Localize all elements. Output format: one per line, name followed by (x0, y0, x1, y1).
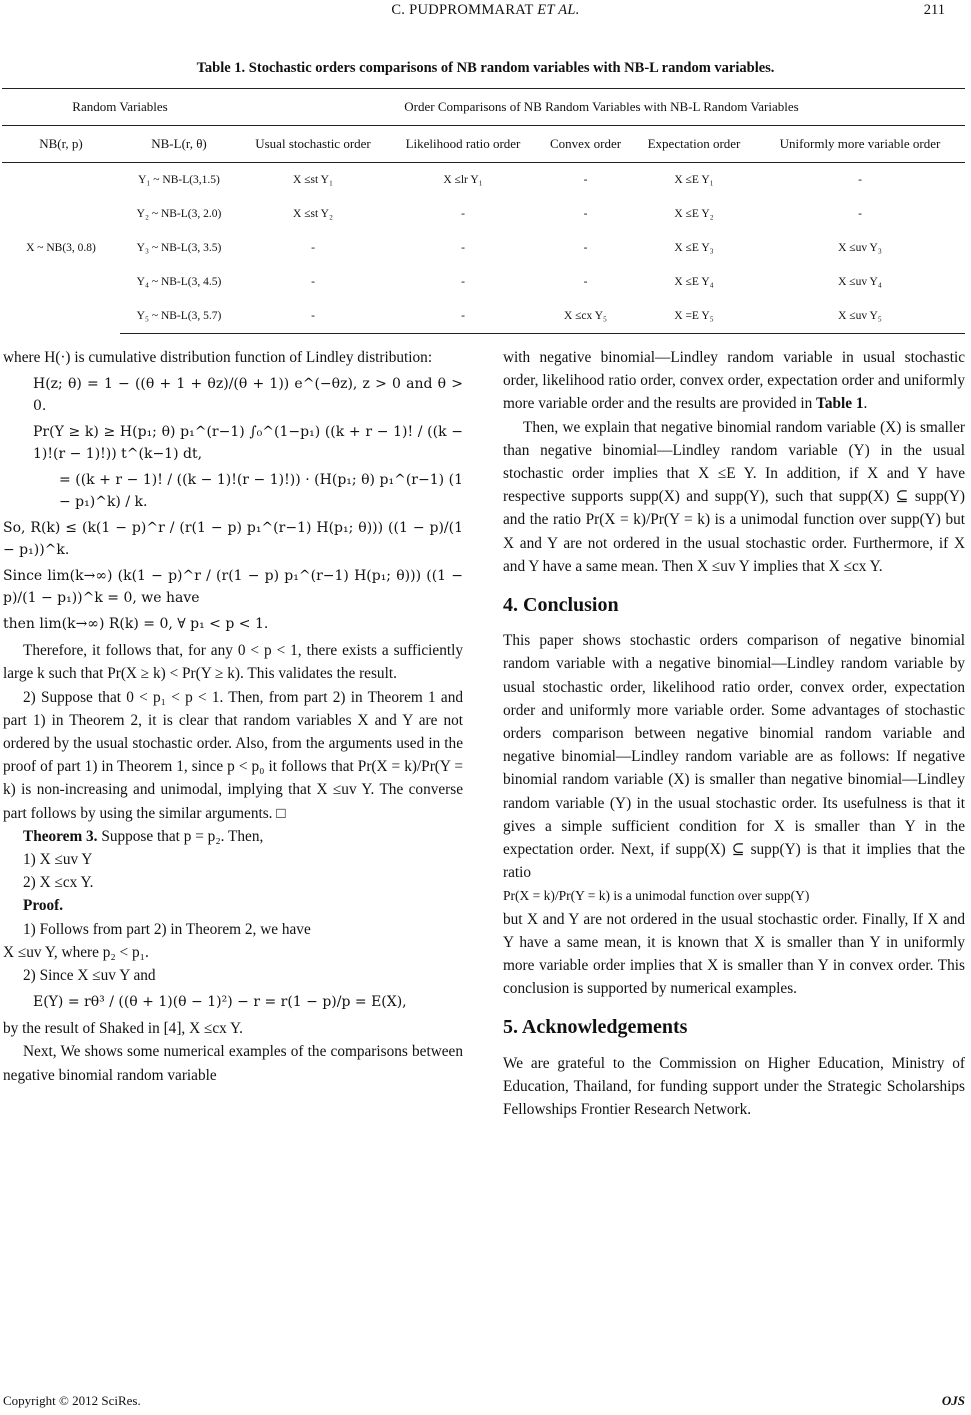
table-cell: Y₃ ~ NB-L(3, 3.5) (136, 242, 222, 254)
table-row (2, 163, 965, 198)
paragraph: but X and Y are not ordered in the usual stochastic order. Finally, If X and Y have a same mean, it is known that X is smaller than Y in uniformly more variable order implies that X is smaller than Y in convex order. This conclusion is supported by numerical examples. (503, 910, 965, 998)
table-cell: X ≤E Y₁ (674, 174, 714, 186)
theorem-3 (3, 825, 463, 848)
header-random-variables: Random Variables (2, 89, 238, 126)
paragraph-ratio: Pr(X = k)/Pr(Y = k) is a unimodal function over supp(Y) (503, 888, 810, 904)
equation-pr-bound-cont: = ((k + r − 1)! / ((k − 1)!(r − 1)!)) · (H(p₁; θ) p₁^(r−1) (1 − p₁)^k) / k. (59, 472, 463, 511)
table-header-row (2, 89, 965, 126)
equation-expectation: E(Y) = rθ³ / ((θ + 1)(θ − 1)²) − r = r(1 − p)/p = E(X), (33, 994, 407, 1011)
header-order-comparisons: Order Comparisons of NB Random Variables with NB-L Random Variables (238, 89, 965, 126)
equation-pr-bound: Pr(Y ≥ k) ≥ H(p₁; θ) p₁^(r−1) ∫₀^(1−p₁) ((k + r − 1)! / ((k − 1)!(r − 1)!)) t^(k−1) dt, (33, 424, 463, 463)
proof-label: Proof. (23, 897, 64, 915)
theorem-text: Suppose that p = p₂. Then, (101, 827, 264, 845)
table-subheader-row (2, 126, 965, 163)
paragraph: We are grateful to the Commission on Higher Education, Ministry of Education, Thailand, for funding support under the Strategic Scholarships Fellowships Frontier Research Network. (503, 1054, 965, 1119)
table-cell: Y₄ ~ NB-L(3, 4.5) (136, 276, 222, 288)
page-header (0, 0, 971, 30)
equation-rk-bound: So, R(k) ≤ (k(1 − p)^r / (r(1 − p) p₁^(r−1) H(p₁; θ))) ((1 − p)/(1 − p₁))^k. (3, 520, 463, 559)
subheader-nbl: NB-L(r, θ) (120, 126, 238, 163)
table-cell: X ≤E Y₃ (674, 242, 714, 254)
table-cell: X ≤uv Y₃ (838, 242, 882, 254)
table-row (2, 231, 965, 265)
table-cell: X ≤st Y₁ (293, 174, 333, 186)
paragraph: 2) Since X ≤uv Y and (23, 967, 156, 985)
table-cell: X ≤E Y₂ (674, 208, 714, 220)
subheader-likelihood: Likelihood ratio order (388, 126, 538, 163)
theorem-item: 2) X ≤cx Y. (23, 874, 94, 892)
paragraph: X ≤uv Y, where p₂ < p₁. (3, 943, 149, 961)
table-cell: - (388, 299, 538, 334)
table-cell: - (461, 208, 465, 220)
table-cell: - (858, 174, 862, 186)
paragraph: 2) Suppose that 0 < p₁ < p < 1. Then, from part 2) in Theorem 1 and part 1) in Theorem 2, it is clear that random variables X and Y are not ordered by the usual stochastic order. Also, from the arguments used in the proof of part 1) in Theorem 1, since p < p₀ it follows that Pr(X = k)/Pr(Y = k) is non-increasing and unimodal, implying that X ≤uv Y. The converse part follows by using the similar arguments. □ (3, 688, 463, 822)
table-cell: X =E Y₅ (633, 299, 755, 334)
table-cell: X ≤lr Y₁ (443, 174, 483, 186)
table-cell: - (311, 242, 315, 254)
subheader-convex: Convex order (538, 126, 633, 163)
table-caption: Table 1. Stochastic orders comparisons of NB random variables with NB-L random variables. (196, 60, 775, 76)
journal-name: OJS (941, 1393, 965, 1408)
paragraph: where H(·) is cumulative distribution function of Lindley distribution: (3, 349, 433, 366)
table-cell: Y₂ ~ NB-L(3, 2.0) (136, 208, 222, 220)
paragraph: by the result of Shaked in [4], X ≤cx Y. (3, 1020, 243, 1038)
table-row (2, 265, 965, 299)
theorem-label: Theorem 3. (23, 827, 98, 845)
paragraph-end: . (863, 395, 868, 413)
header-authors: C. PUDPROMMARAT (391, 2, 534, 18)
running-head (0, 2, 971, 19)
table-row (2, 197, 965, 231)
table-cell: - (583, 208, 588, 220)
page-number: 211 (923, 2, 945, 18)
table-cell: X ≤uv Y₅ (755, 299, 965, 334)
table-cell: - (583, 276, 588, 288)
paragraph: 1) Follows from part 2) in Theorem 2, we have (23, 920, 311, 938)
table-cell: Y₅ ~ NB-L(3, 5.7) (120, 299, 238, 334)
table-cell: X ≤E Y₄ (674, 276, 714, 288)
equation-limit: Since lim(k→∞) (k(1 − p)^r / (r(1 − p) p₁^(r−1) H(p₁; θ))) ((1 − p)/(1 − p₁))^k = 0, we have (3, 568, 463, 607)
subheader-expectation: Expectation order (633, 126, 755, 163)
subheader-usual: Usual stochastic order (238, 126, 388, 163)
table-cell: - (583, 174, 588, 186)
subheader-uniformly: Uniformly more variable order (755, 126, 965, 163)
header-et-al: ET AL. (537, 2, 580, 18)
equation-lindley-cdf: H(z; θ) = 1 − ((θ + 1 + θz)/(θ + 1)) e^(−θz), z > 0 and θ > 0. (33, 376, 463, 415)
paragraph (503, 346, 965, 416)
table-cell: Y₁ ~ NB-L(3,1.5) (138, 174, 220, 186)
table-cell: - (311, 276, 315, 288)
table-cell: X ≤st Y₂ (293, 208, 333, 220)
table-reference: Table 1 (816, 395, 864, 413)
subheader-nb: NB(r, p) (2, 126, 120, 163)
table-cell: - (461, 276, 465, 288)
right-column (503, 346, 965, 1121)
paragraph: Therefore, it follows that, for any 0 < p < 1, there exists a sufficiently large k such that Pr(X ≥ k) < Pr(Y ≥ k). This validates the result. (3, 642, 463, 683)
paragraph: Next, We shows some numerical examples of the comparisons between negative binomial random variable (3, 1043, 463, 1084)
section-heading-conclusion: 4. Conclusion (503, 594, 619, 617)
proof-heading (3, 894, 463, 917)
table-row (2, 299, 965, 334)
table-cell: - (858, 208, 862, 220)
left-column (3, 346, 463, 1087)
table-cell: - (461, 242, 465, 254)
table-cell: - (238, 299, 388, 334)
theorem-item: 1) X ≤uv Y (23, 851, 93, 869)
paragraph: Then, we explain that negative binomial random variable (X) is smaller than negative binomial—Lindley random variable (Y) in the usual stochastic order implies that X ≤E Y. In addition, if X and Y have respective supports supp(X) and supp(Y), such that supp(X) ⊆ supp(Y) and the ratio Pr(X = k)/Pr(Y = k) is a unimodal function over supp(Y) but X and Y are not ordered in the usual stochastic order. Furthermore, if X and Y have a same mean. Then X ≤uv Y implies that X ≤cx Y. (503, 418, 965, 575)
table-cell: - (583, 242, 588, 254)
table-cell: X ≤cx Y₅ (538, 299, 633, 334)
paragraph-text: with negative binomial—Lindley random variable in usual stochastic order, likelihood ratio order, convex order, expectation order and uniformly more variable order and the results are provided in (503, 349, 965, 413)
table-cell: X ≤uv Y₄ (838, 276, 882, 288)
section-heading-acknowledgements: 5. Acknowledgements (503, 1016, 688, 1039)
stochastic-orders-table (2, 88, 965, 334)
copyright-text: Copyright © 2012 SciRes. (3, 1393, 141, 1408)
equation-limit-result: then lim(k→∞) R(k) = 0, ∀ p₁ < p < 1. (3, 616, 269, 633)
x-distribution-cell: X ~ NB(3, 0.8) (26, 242, 96, 255)
paragraph: This paper shows stochastic orders comparison of negative binomial random variable with a negative binomial—Lindley random variable by usual stochastic order, likelihood ratio order, convex order, expectation order and uniformly more variable order. Some advantages of stochastic orders comparison between negative binomial random variable and negative binomial—Lindley random variable are as follows: If negative binomial random variable (X) is smaller than negative binomial—Lindley random variable (Y) in the usual stochastic order. Its usefulness is that it gives a simple sufficient condition for X is smaller than Y in the expectation order. Next, if supp(X) ⊆ supp(Y) is that it implies that the ratio (503, 632, 965, 882)
